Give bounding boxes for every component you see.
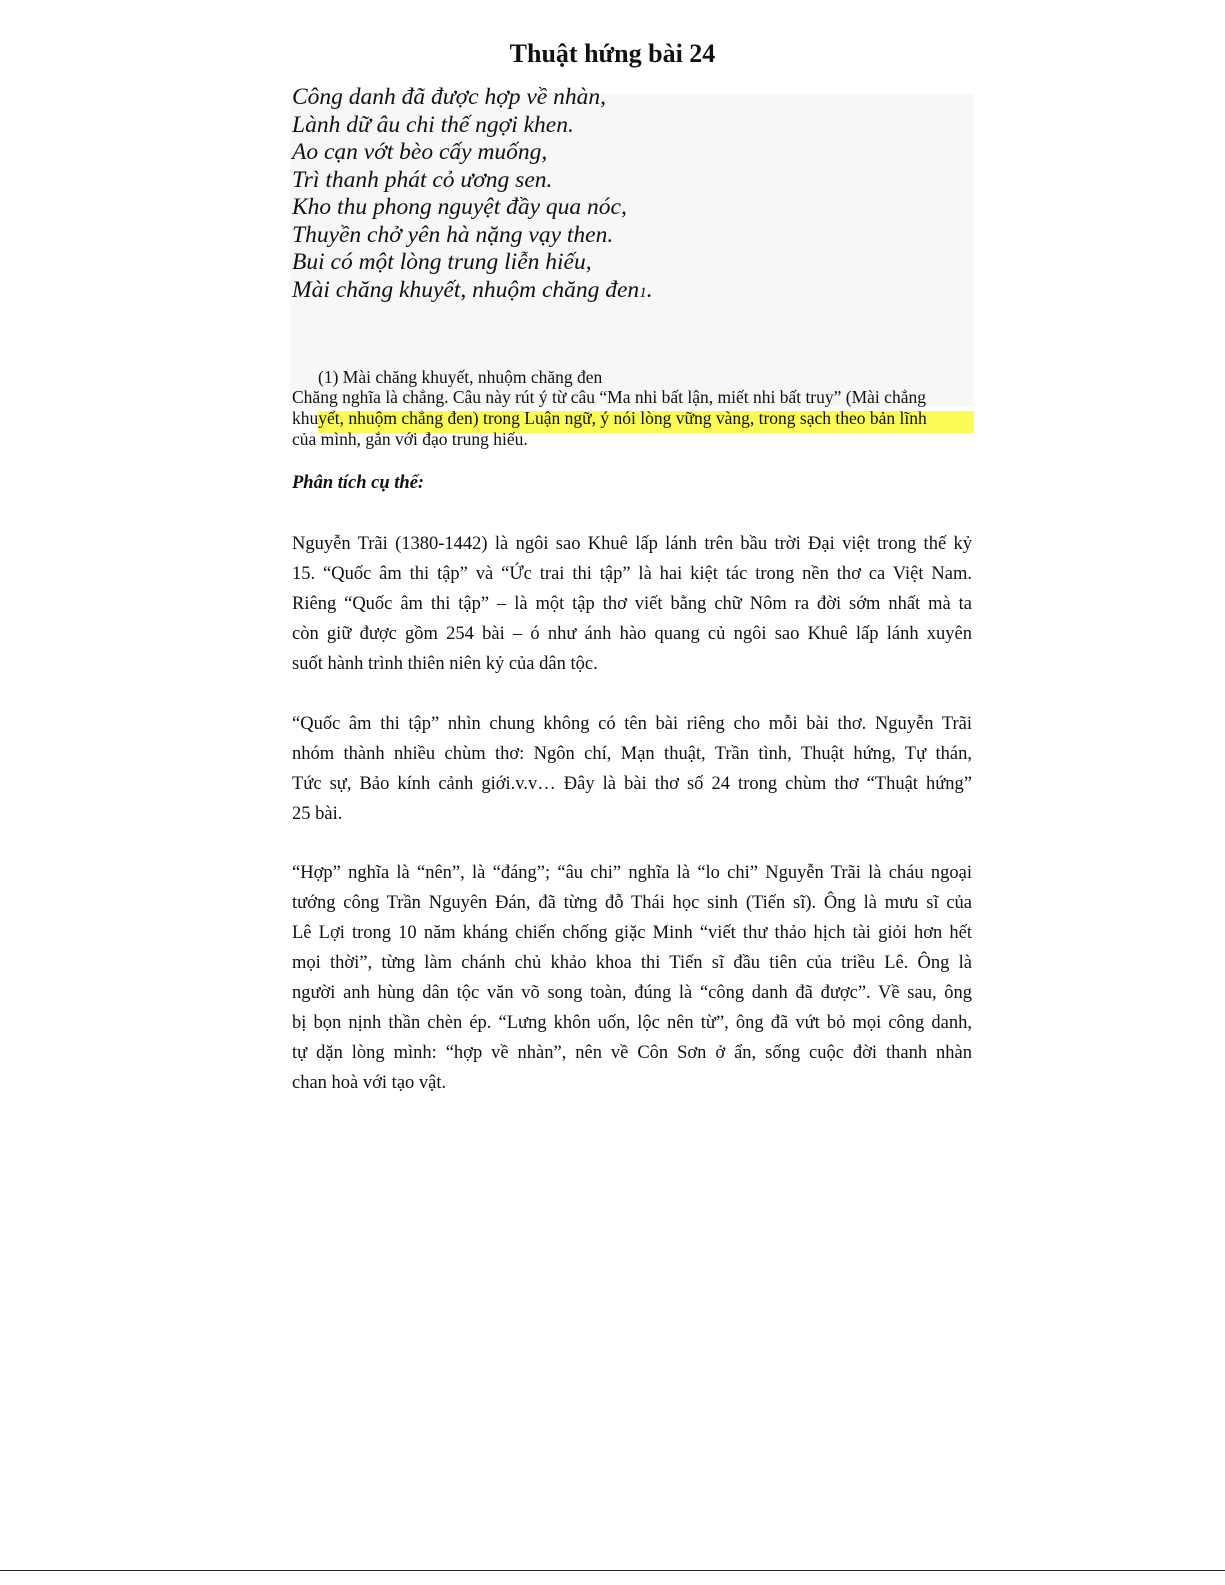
- paragraph-line: suốt hành trình thiên niên kỷ của dân tộc.: [292, 654, 598, 674]
- analysis-paragraph-1: [292, 529, 972, 679]
- footnote-body-line: Chăng nghĩa là chẳng. Câu này rút ý từ câu “Ma nhi bất lận, miết nhi bất truy” (Mài chẳng: [292, 387, 926, 407]
- paragraph-line: 25 bài.: [292, 804, 343, 824]
- poem-line-1: Công danh đã được hợp về nhàn,: [292, 84, 606, 110]
- paragraph-line: còn giữ được gồm 254 bài – ó như ánh hào quang củ ngôi sao Khuê lấp lánh xuyên: [292, 624, 972, 644]
- poem-line-7: Bui có một lòng trung liễn hiếu,: [292, 249, 592, 275]
- paragraph-line: “Quốc âm thi tập” nhìn chung không có tên bài riêng cho mỗi bài thơ. Nguyễn Trãi: [292, 714, 972, 734]
- document-title: Thuật hứng bài 24: [509, 39, 716, 68]
- poem-line-3: Ao cạn vớt bèo cấy muống,: [292, 139, 548, 165]
- poem-line-8: [292, 277, 972, 308]
- paragraph-line: Lê Lợi trong 10 năm kháng chiến chống giặc Minh “viết thư thảo hịch tài giỏi hơn hết: [292, 923, 972, 943]
- poem-line-8-punct: .: [646, 276, 653, 303]
- paragraph-line: người anh hùng dân tộc văn võ song toàn, đúng là “công danh đã được”. Về sau, ông: [292, 983, 972, 1003]
- poem-line-2: Lành dữ âu chi thế ngợi khen.: [292, 111, 574, 138]
- paragraph-line: tướng công Trần Nguyên Đán, đã từng đỗ Thái học sinh (Tiến sĩ). Ông là mưu sĩ của: [292, 893, 972, 913]
- paragraph-line: Nguyễn Trãi (1380-1442) là ngôi sao Khuê lấp lánh trên bầu trời Đại việt trong thế kỷ: [292, 534, 972, 554]
- analysis-paragraph-2: [292, 709, 972, 829]
- paragraph-line: nhóm thành nhiều chùm thơ: Ngôn chí, Mạn thuật, Trần tình, Thuật hứng, Tự thán,: [292, 744, 972, 764]
- footnote-body-line: khuyết, nhuộm chẳng đen) trong Luận ngữ, ý nói lòng vững vàng, trong sạch theo bản lĩnh: [292, 408, 927, 428]
- poem: [292, 84, 972, 307]
- analysis-paragraph-3: [292, 858, 972, 1098]
- poem-line-5: Kho thu phong nguyệt đầy qua nóc,: [292, 194, 627, 220]
- page-bottom-divider: [0, 1570, 1225, 1571]
- poem-line-6: Thuyền chở yên hà nặng vạy then.: [292, 221, 614, 248]
- paragraph-line: “Hợp” nghĩa là “nên”, là “đáng”; “âu chi” nghĩa là “lo chi” Nguyễn Trãi là cháu ngoại: [292, 863, 972, 883]
- paragraph-line: Tức sự, Bảo kính cảnh giới.v.v… Đây là bài thơ số 24 trong chùm thơ “Thuật hứng”: [292, 774, 972, 794]
- paragraph-line: chan hoà với tạo vật.: [292, 1073, 447, 1093]
- poem-line-8-text: Mài chăng khuyết, nhuộm chăng đen: [292, 276, 640, 303]
- paragraph-line: 15. “Quốc âm thi tập” và “Ức trai thi tập” là hai kiệt tác trong nền thơ ca Việt Nam.: [292, 564, 972, 584]
- paragraph-line: bị bọn nịnh thần chèn ép. “Lưng khôn uốn, lộc nên từ”, ông đã vứt bỏ mọi công danh,: [292, 1013, 972, 1033]
- footnote-title: (1) Mài chăng khuyết, nhuộm chăng đen: [318, 367, 603, 387]
- footnote: [292, 367, 982, 450]
- paragraph-line: mọi thời”, từng làm chánh chủ khảo khoa thi Tiến sĩ đầu tiên của triều Lê. Ông là: [292, 953, 972, 973]
- paragraph-line: tự dặn lòng mình: “hợp về nhàn”, nên về Côn Sơn ở ẩn, sống cuộc đời thanh nhàn: [292, 1043, 972, 1063]
- poem-line-4: Trì thanh phát cỏ ương sen.: [292, 166, 553, 193]
- paragraph-line: Riêng “Quốc âm thi tập” – là một tập thơ viết bằng chữ Nôm ra đời sớm nhất mà ta: [292, 594, 972, 614]
- footnote-body-line: của mình, gắn với đạo trung hiếu.: [292, 429, 528, 449]
- footnote-marker[interactable]: 1: [639, 284, 647, 301]
- analysis-heading: Phân tích cụ thể:: [292, 473, 425, 493]
- footnote-body: [292, 387, 982, 450]
